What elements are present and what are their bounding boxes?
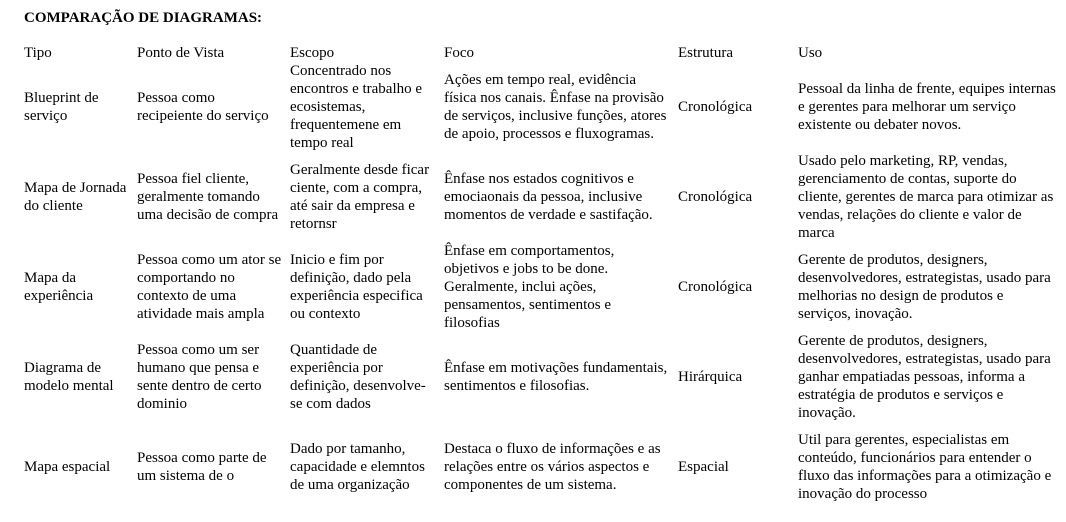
table-header-row — [20, 43, 1060, 62]
table-row — [20, 242, 1060, 332]
table-row — [20, 332, 1060, 422]
cell-uso: Gerente de produtos, designers, desenvolvedores, estrategistas, usado para melhorias no design de produtos e serviços, inovação. — [798, 252, 1051, 322]
cell-ponto-de-vista: Pessoa como parte de um sistema de o — [137, 450, 267, 484]
cell-tipo: Diagrama de modelo mental — [24, 360, 114, 394]
cell-tipo: Mapa de Jornada do cliente — [24, 180, 127, 214]
cell-tipo: Mapa espacial — [24, 459, 111, 475]
cell-escopo: Inicio e fim por definição, dado pela experiência especifica ou contexto — [290, 252, 423, 322]
cell-foco: Ações em tempo real, evidência física nos canais. Ênfase na provisão de serviços, inclusive funções, atores de apoio, processos e fluxogramas. — [444, 72, 667, 142]
cell-escopo: Geralmente desde ficar ciente, com a compra, até sair da empresa e retornsr — [290, 162, 430, 232]
cell-escopo: Dado por tamanho, capacidade e elemntos de uma organização — [290, 441, 425, 493]
cell-ponto-de-vista: Pessoa fiel cliente, geralmente tomando uma decisão de compra — [137, 171, 279, 223]
cell-estrutura: Cronológica — [678, 279, 753, 295]
header-tipo: Tipo — [24, 44, 52, 61]
cell-tipo: Mapa da experiência — [24, 270, 94, 304]
table-row — [20, 62, 1060, 152]
cell-ponto-de-vista: Pessoa como um ator se comportando no contexto de uma atividade mais ampla — [137, 252, 282, 322]
page-title: COMPARAÇÃO DE DIAGRAMAS: — [24, 10, 263, 26]
cell-estrutura: Cronológica — [678, 99, 753, 115]
table-row — [20, 422, 1060, 512]
cell-ponto-de-vista: Pessoa como um ser humano que pensa e sente dentro de certo dominio — [137, 342, 262, 412]
cell-foco: Destaca o fluxo de informações e as relações entre os vários aspectos e componentes de um sistema. — [444, 441, 661, 493]
cell-estrutura: Espacial — [678, 459, 729, 475]
cell-uso: Pessoal da linha de frente, equipes internas e gerentes para melhorar um serviço existente ou debater novos. — [798, 81, 1056, 133]
header-uso: Uso — [798, 44, 823, 61]
cell-escopo: Concentrado nos encontros e trabalho e ecosistemas, frequentemene em tempo real — [290, 63, 423, 151]
cell-tipo: Blueprint de serviço — [24, 90, 99, 124]
header-foco: Foco — [444, 44, 474, 61]
cell-estrutura: Cronológica — [678, 189, 753, 205]
header-escopo: Escopo — [290, 44, 335, 61]
cell-escopo: Quantidade de experiência por definição, desenvolve-se com dados — [290, 342, 426, 412]
cell-uso: Util para gerentes, especialistas em conteúdo, funcionários para entender o fluxo das informações para a otimização e inovação do processo — [798, 432, 1052, 502]
cell-uso: Gerente de produtos, designers, desenvolvedores, estrategistas, usado para ganhar empatiadas pessoas, informa a estratégia de produtos e serviços e inovação. — [798, 333, 1051, 421]
header-estrutura: Estrutura — [678, 44, 733, 61]
cell-uso: Usado pelo marketing, RP, vendas, gerenciamento de contas, suporte do cliente, gerentes de marca para otimizar as vendas, relações do cliente e valor de marca — [798, 153, 1054, 241]
cell-foco: Ênfase nos estados cognitivos e emociaonais da pessoa, inclusive momentos de verdade e sastifação. — [444, 171, 653, 223]
cell-ponto-de-vista: Pessoa como recipeiente do serviço — [137, 90, 269, 124]
cell-estrutura: Hirárquica — [678, 369, 743, 385]
cell-foco: Ênfase em comportamentos, objetivos e jobs to be done. Geralmente, inclui ações, pensamentos, sentimentos e filosofias — [444, 243, 615, 331]
header-ponto-de-vista: Ponto de Vista — [137, 44, 225, 61]
table-row — [20, 152, 1060, 242]
cell-foco: Ênfase em motivações fundamentais, sentimentos e filosofias. — [444, 360, 668, 394]
comparison-table — [20, 43, 1060, 512]
